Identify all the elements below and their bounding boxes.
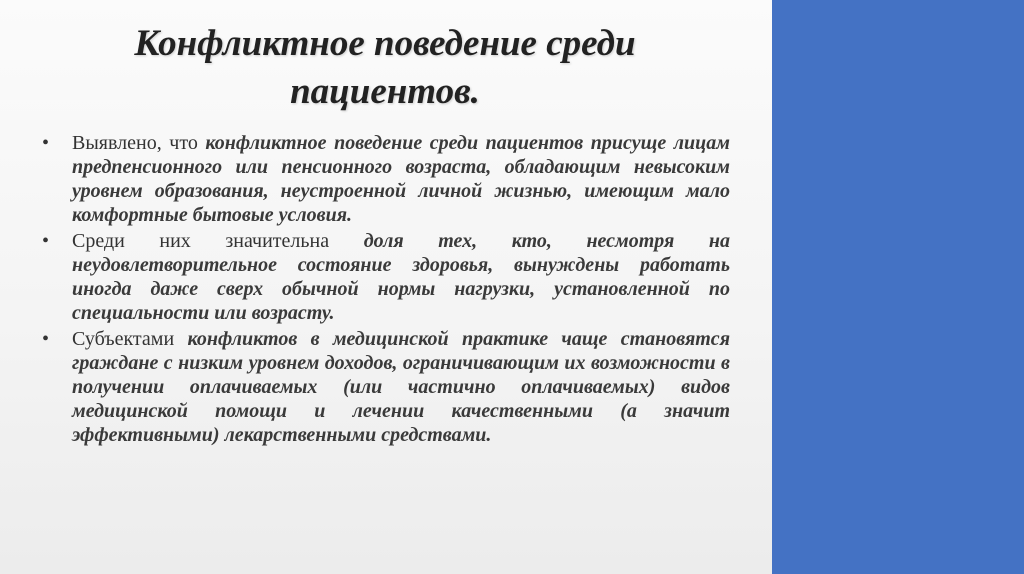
bullet-item (40, 229, 730, 325)
bullet-regular-text: Субъектами (72, 328, 188, 350)
bullet-regular-text: Выявлено, что (72, 132, 206, 154)
slide-title-line-2: пациентов. (290, 71, 480, 112)
bullet-icon: • (42, 230, 50, 252)
bullet-item (40, 131, 730, 227)
bullet-icon: • (42, 132, 50, 154)
bullet-item (40, 327, 730, 447)
slide-title-line-1: Конфликтное поведение среди (134, 23, 636, 64)
side-accent-bar (772, 0, 1024, 574)
bullet-emphasis-text: конфликтное поведение среди пациентов присуще лицам предпенсионного или пенсионного возраста, обладающим невысоким уровнем образования, неустроенной личной жизнью, имеющим мало комфортные бытовые условия. (72, 132, 730, 226)
bullet-emphasis-text: доля тех, кто, несмотря на неудовлетворительное состояние здоровья, вынуждены работать иногда даже сверх обычной нормы нагрузки, установленной по специальности или возрасту. (72, 230, 731, 324)
bullet-icon: • (42, 328, 50, 350)
slide-title (40, 20, 730, 116)
bullet-emphasis-text: конфликтов в медицинской практике чаще становятся граждане с низким уровнем доходов, ограничивающим их возможности в получении оплачиваемых (или частично оплачиваемых) видов медицинской помощи и лечении качественными (а значит эффективными) лекарственными средствами. (72, 328, 730, 446)
bullet-list (40, 131, 730, 449)
bullet-regular-text: Среди них значительна (72, 230, 364, 252)
